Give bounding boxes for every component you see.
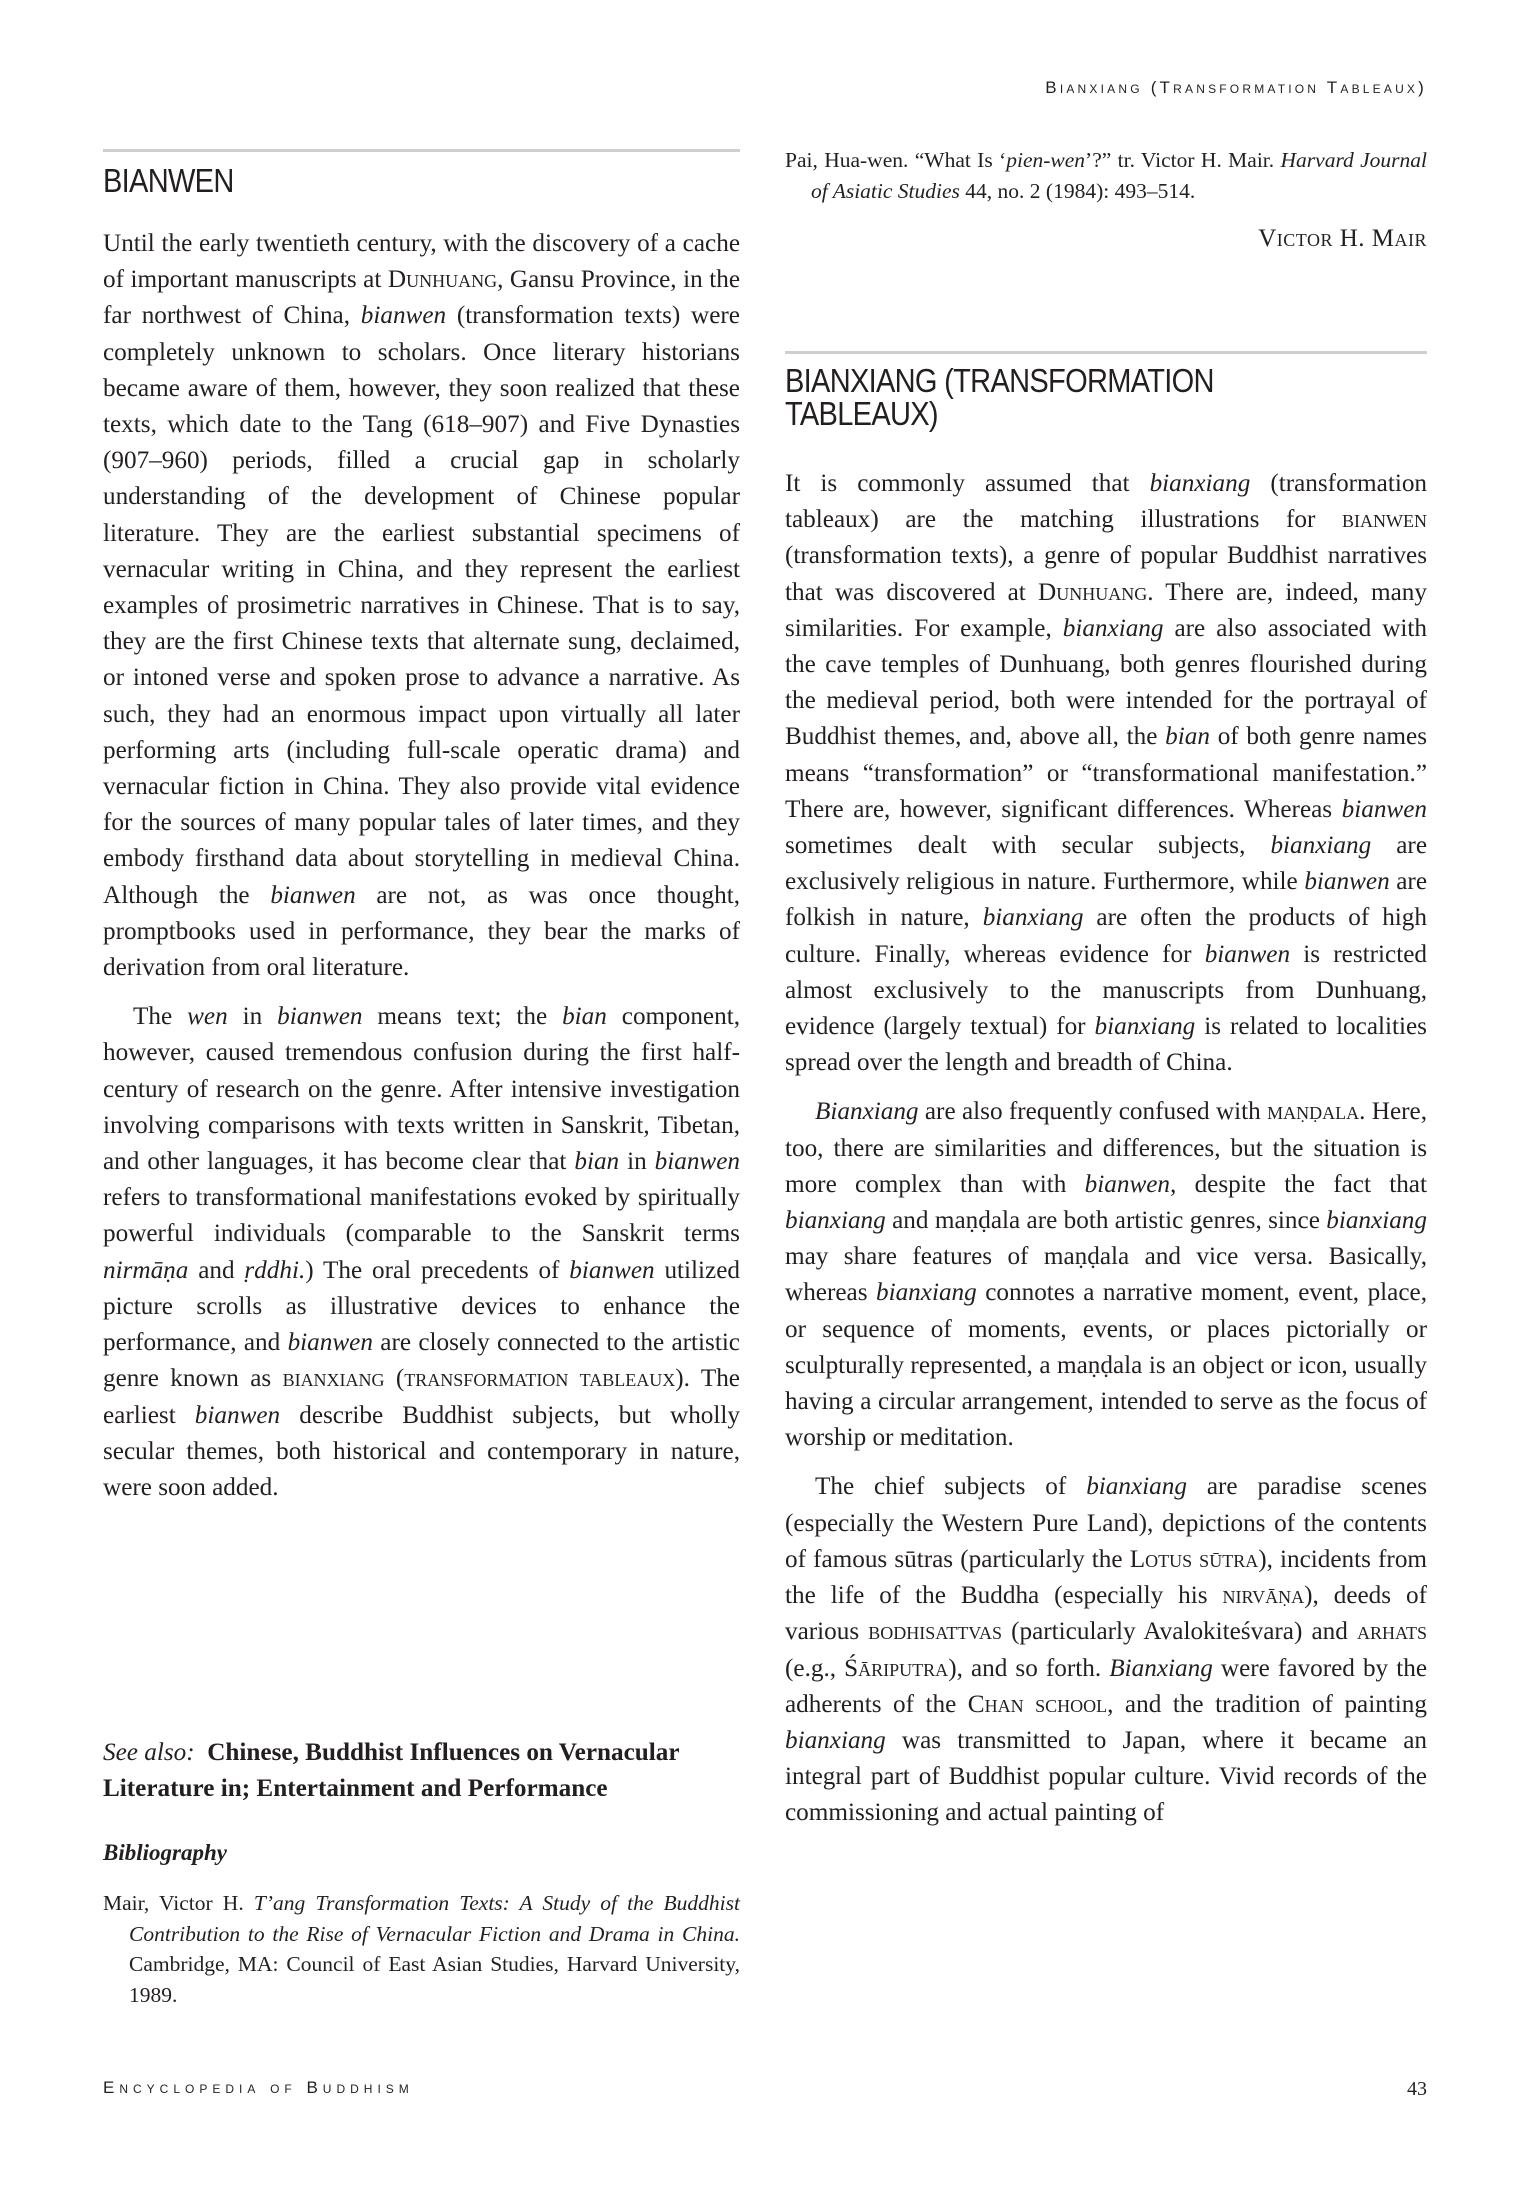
text-run: connotes a narrative moment, event, place, or sequence of moments, events, or places pictorially or sculpturally represented, a maṇḍala is an object or icon, usually having a circular arrangement, intended to serve as the focus of worship or meditation. xyxy=(785,1279,1427,1452)
text-run: in xyxy=(227,1003,278,1031)
entry-body-bianxiang xyxy=(785,466,1427,1832)
text-run: and xyxy=(188,1256,245,1284)
entry-title-line: BIANXIANG (TRANSFORMATION xyxy=(785,362,1214,399)
footer-page-number: 43 xyxy=(1407,2078,1427,2100)
entry-divider-rule xyxy=(785,351,1427,354)
text-run: 44, no. 2 (1984): 493–514. xyxy=(959,178,1196,203)
italic-term: bianwen xyxy=(194,1401,281,1429)
italic-term: wen xyxy=(187,1003,228,1031)
italic-term: bianwen xyxy=(569,1256,655,1284)
text-run: Mair, Victor H. xyxy=(103,1891,254,1915)
paragraph xyxy=(103,999,740,1506)
text-run: are also frequently confused with xyxy=(918,1098,1268,1126)
italic-term: bianxiang xyxy=(1326,1207,1427,1235)
italic-term: bianxiang xyxy=(785,1207,886,1235)
italic-term: bianwen, xyxy=(1084,1170,1177,1198)
text-run: , and the tradition of painting xyxy=(1107,1690,1427,1718)
bibliography-heading: Bibliography xyxy=(103,1840,227,1865)
italic-term: bian xyxy=(574,1148,620,1176)
entry-author: Victor H. Mair xyxy=(1258,225,1427,252)
text-run: are also associated with the cave temples of Dunhuang, both genres flourished during the medieval period, both were intended for the portrayal of Buddhist themes, and, above all, the xyxy=(785,614,1427,751)
text-run: (transformation texts) were completely unknown to scholars. Once literary historians became aware of them, however, they soon realized that these texts, which date to the Tang (618–907) and Five Dynasties (907–960) periods, filled a crucial gap in scholarly understanding of the development of Chinese popular literature. They are the earliest substantial specimens of vernacular writing in China, and they represent the earliest examples of prosimetric narratives in Chinese. That is to say, they are the first Chinese texts that alternate sung, declaimed, or intoned verse and spoken prose to advance a narrative. As such, they had an enormous impact upon virtually all later performing arts (including full-scale operatic drama) and vernacular fiction in China. They also provide vital evidence for the sources of many popular tales of later times, and they embody firsthand data about storytelling in medieval China. Although the xyxy=(103,302,740,909)
text-run: (e.g., xyxy=(785,1654,845,1682)
text-run: are exclusively religious in nature. Furthermore, while xyxy=(785,832,1427,896)
text-run: Cambridge, MA: Council of East Asian Studies, Harvard University, 1989. xyxy=(129,1952,740,2007)
italic-term: Harvard Journal of Asiatic Studies xyxy=(811,148,1428,203)
running-head: Bianxiang (Transformation Tableaux) xyxy=(1045,78,1427,97)
cross-reference[interactable]: bodhisattvas xyxy=(868,1618,1002,1646)
text-run: despite the fact that xyxy=(1176,1170,1427,1198)
cross-reference[interactable]: bianxiang (transformation tableaux) xyxy=(282,1365,684,1393)
text-run: ), incidents from the life of the Buddha (especially his xyxy=(785,1545,1427,1610)
italic-term: bianwen xyxy=(1341,795,1427,823)
text-run: refers to transformational manifestations evoked by spiritually powerful individuals (comparable to the Sanskrit terms xyxy=(103,1184,740,1248)
text-run: (transformation tableaux) are the matching illustrations for xyxy=(785,470,1428,534)
see-also xyxy=(103,1735,740,1807)
text-run: is restricted almost exclusively to the manuscripts from Dunhuang, evidence (largely textual) for xyxy=(785,940,1427,1041)
text-run: are not, as was once thought, promptbooks used in performance, they bear the marks of derivation from oral literature. xyxy=(103,881,740,982)
text-run: were favored by the adherents of the xyxy=(785,1654,1427,1718)
italic-term: bianxiang xyxy=(876,1279,977,1307)
text-run: is related to localities spread over the length and breadth of China. xyxy=(785,1013,1427,1077)
entry-title-line: TABLEAUX) xyxy=(785,395,938,432)
text-run: may share features of maṇḍala and vice versa. Basically, whereas xyxy=(785,1243,1427,1307)
bibliography-entry xyxy=(103,1888,740,2010)
text-run: ), deeds of various xyxy=(785,1582,1427,1646)
italic-term: Bianxiang xyxy=(815,1098,919,1126)
text-run: are paradise scenes (especially the Western Pure Land), depictions of the contents of famous sūtras (particularly the xyxy=(785,1473,1427,1573)
text-run: are closely connected to the artistic genre known as xyxy=(103,1329,740,1393)
paragraph xyxy=(785,1094,1427,1456)
cross-reference[interactable]: Chan school xyxy=(967,1690,1108,1718)
entry-title-bianwen: BIANWEN xyxy=(103,162,234,199)
italic-term: bianwen xyxy=(1304,868,1390,896)
text-run: are often the products of high culture. Finally, whereas evidence for xyxy=(785,904,1427,968)
italic-term: bianxiang xyxy=(1094,1013,1196,1041)
text-run: sometimes dealt with secular subjects, xyxy=(785,832,1271,860)
paragraph xyxy=(103,226,740,986)
italic-term: bianwen xyxy=(287,1329,373,1357)
text-run: component, however, caused tremendous confusion during the first half-century of research on the genre. After intensive investigation involving comparisons with texts written in Sanskrit, Tibetan, and other languages, it has become clear that xyxy=(103,1003,740,1176)
italic-term: pien-wen xyxy=(1006,148,1086,172)
italic-term: nirmāṇa xyxy=(103,1256,189,1284)
text-run: . Here, too, there are similarities and differences, but the situation is more complex than with xyxy=(785,1098,1427,1198)
entry-title-bianxiang xyxy=(785,364,1214,430)
cross-reference[interactable]: arhats xyxy=(1356,1618,1427,1646)
italic-term: bianxiang xyxy=(785,1726,886,1754)
italic-term: ṛddhi. xyxy=(244,1256,306,1284)
italic-term: bianxiang xyxy=(1086,1473,1187,1501)
cross-reference[interactable]: bianwen xyxy=(1342,506,1427,534)
see-also-links[interactable]: Chinese, Buddhist Influences on Vernacular Literature in; Entertainment and Performance xyxy=(103,1739,680,1802)
italic-term: Bianxiang xyxy=(1109,1654,1213,1682)
text-run: in xyxy=(619,1148,655,1176)
text-run: and maṇḍala are both artistic genres, since xyxy=(885,1207,1327,1235)
text-run: ’?” tr. Victor H. Mair. xyxy=(1085,148,1281,172)
text-run: . There are, indeed, many similarities. For example, xyxy=(785,578,1427,642)
text-run: . The earliest xyxy=(103,1365,740,1429)
italic-term: bianwen xyxy=(654,1148,741,1176)
italic-term: bian xyxy=(1165,723,1210,751)
text-run: means text; the xyxy=(362,1003,563,1031)
text-run: , Gansu Province, in the far northwest of China, xyxy=(103,266,740,330)
bibliography-entry xyxy=(785,145,1427,206)
text-run: The chief subjects of xyxy=(815,1473,1087,1501)
entry-body-bianwen xyxy=(103,226,740,1506)
cross-reference[interactable]: Dunhuang xyxy=(1038,578,1148,606)
text-run: ), and so forth. xyxy=(948,1654,1110,1682)
cross-reference[interactable]: maṇḍala xyxy=(1267,1098,1360,1126)
cross-reference[interactable]: Lotus sūtra xyxy=(1129,1545,1259,1573)
text-run: (particularly Avalokiteśvara) and xyxy=(1002,1618,1357,1646)
italic-term: bianwen xyxy=(277,1003,363,1031)
text-run: (transformation texts), a genre of popular Buddhist narratives that was discovered at xyxy=(785,542,1427,606)
italic-term: bianxiang xyxy=(1270,832,1372,860)
italic-term: bian xyxy=(562,1003,607,1031)
cross-reference[interactable]: Dunhuang xyxy=(387,266,498,294)
text-run: are folkish in nature, xyxy=(785,868,1427,932)
italic-term: bianxiang xyxy=(982,904,1084,932)
text-run: Pai, Hua-wen. “What Is ‘ xyxy=(785,148,1007,172)
cross-reference[interactable]: nirvāṇa xyxy=(1222,1582,1305,1610)
paragraph xyxy=(785,466,1427,1081)
text-run: Until the early twentieth century, with the discovery of a cache of important manuscripts at xyxy=(103,230,740,294)
see-also-label: See also: xyxy=(103,1739,195,1766)
text-run: of both genre names means “transformation” or “transformational manifestation.” There are, however, significant differences. Whereas xyxy=(785,723,1427,823)
text-run: describe Buddhist subjects, but wholly secular themes, both historical and contemporary in nature, were soon added. xyxy=(103,1401,740,1501)
paragraph xyxy=(785,1469,1427,1831)
italic-term: T’ang Transformation Texts: A Study of the Buddhist Contribution to the Rise of Vernacular Fiction and Drama in China. xyxy=(129,1891,740,1946)
italic-term: bianxiang xyxy=(1062,614,1164,642)
text-run: was transmitted to Japan, where it became an integral part of Buddhist popular culture. Vivid records of the commissioning and actual painting of xyxy=(785,1726,1427,1827)
italic-term: bianxiang xyxy=(1149,470,1251,497)
italic-term: bianwen xyxy=(270,881,356,909)
text-run: The xyxy=(133,1003,188,1031)
italic-term: bianwen xyxy=(1204,940,1291,968)
italic-term: bianwen xyxy=(360,302,447,330)
footer-publication-title: Encyclopedia of Buddhism xyxy=(103,2078,414,2097)
text-run: ) The oral precedents of xyxy=(305,1256,570,1284)
text-run: utilized picture scrolls as illustrative devices to enhance the performance, and xyxy=(103,1256,740,1357)
cross-reference[interactable]: Śāriputra xyxy=(844,1654,949,1682)
entry-divider-rule xyxy=(103,149,740,152)
text-run: It is commonly assumed that xyxy=(785,470,1150,497)
